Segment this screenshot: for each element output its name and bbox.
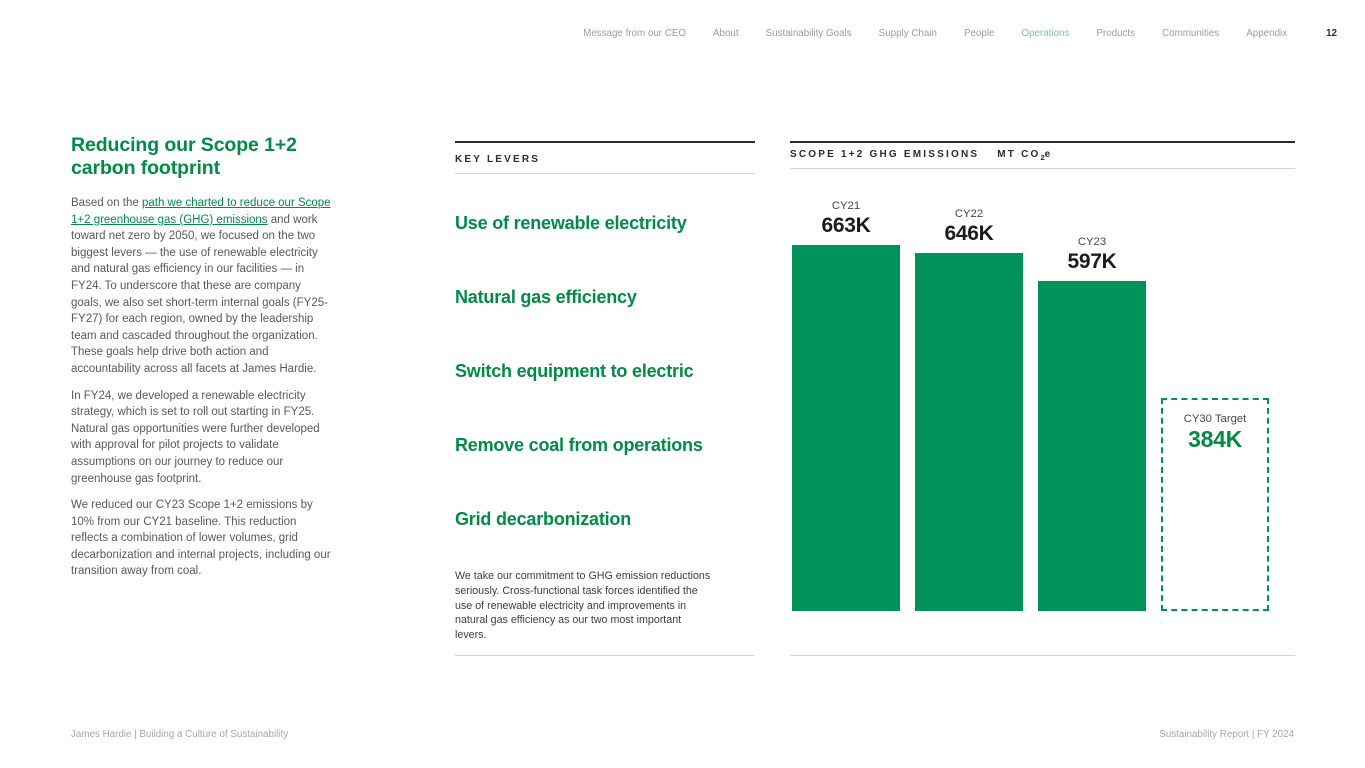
key-lever-item: Switch equipment to electric <box>455 361 694 381</box>
page-title: Reducing our Scope 1+2 carbon footprint <box>71 134 297 179</box>
key-levers-caption: We take our commitment to GHG emission reductions seriously. Cross-functional task forces identified the use of renewable electricity and improvements in natural gas efficiency as our two most important levers. <box>455 570 711 642</box>
bar-cy23 <box>1038 281 1146 611</box>
key-lever-item: Natural gas efficiency <box>455 287 637 307</box>
paragraph-1: Based on the path we charted to reduce our Scope 1+2 greenhouse gas (GHG) emissions and work toward net zero by 2050, we focused on the two biggest levers — the use of renewable electricity and natural gas efficiency in our facilities — in FY24. To underscore that these are company goals, we also set short-term internal goals (FY25-FY27) for each region, owned by the leadership team and cascaded throughout the organization. These goals help drive both action and accountability across all facets at James Hardie. <box>71 197 331 375</box>
nav-item-message-from-our-ceo[interactable]: Message from our CEO <box>583 28 686 39</box>
chart-title: SCOPE 1+2 GHG EMISSIONS <box>790 149 980 160</box>
key-lever-item: Grid decarbonization <box>455 509 632 529</box>
nav-item-appendix[interactable]: Appendix <box>1246 28 1288 39</box>
footer-right: Sustainability Report | FY 2024 <box>1159 729 1294 740</box>
key-levers-header-label: KEY LEVERS <box>455 154 541 165</box>
bar-value-label: 597K <box>1067 250 1117 273</box>
page-footer <box>71 729 1294 740</box>
chart-header <box>790 141 1295 169</box>
nav-item-operations[interactable]: Operations <box>1021 28 1070 39</box>
bar-cy21 <box>792 245 900 611</box>
key-lever-item: Use of renewable electricity <box>455 213 687 233</box>
nav-item-supply-chain[interactable]: Supply Chain <box>878 28 937 39</box>
article-column <box>71 134 334 590</box>
nav-item-communities[interactable]: Communities <box>1162 28 1220 39</box>
bar-value-label: 646K <box>944 222 994 245</box>
nav-item-people[interactable]: People <box>963 28 995 39</box>
top-nav <box>583 28 1337 39</box>
divider <box>790 655 1295 656</box>
chart-unit: MT $CO_2e$ <box>997 149 1053 162</box>
target-box <box>1161 398 1269 611</box>
nav-item-about[interactable]: About <box>713 28 739 39</box>
bar-value-label: 384K <box>1188 426 1242 452</box>
bar-category-label: CY30 Target <box>1183 413 1247 425</box>
bar-category-label: CY21 <box>831 200 861 212</box>
paragraph-2: In FY24, we developed a renewable electricity strategy, which is set to roll out starting in FY25. Natural gas opportunities were further developed with approval for pilot projects to validate assumptions on our journey to reduce our greenhouse gas footprint. <box>71 389 320 485</box>
divider <box>455 655 755 656</box>
ghg-emissions-link[interactable]: path we charted to reduce our Scope 1+2 greenhouse gas (GHG) emissions <box>71 197 331 226</box>
key-levers-list <box>455 213 755 530</box>
nav-items <box>583 28 1287 39</box>
page-number: 12 <box>1326 28 1337 39</box>
bar-column-cy22 <box>915 200 1023 611</box>
footer-left: James Hardie | Building a Culture of Sustainability <box>71 729 289 740</box>
key-levers-header <box>455 141 755 174</box>
nav-item-sustainability-goals[interactable]: Sustainability Goals <box>765 28 852 39</box>
article-body <box>71 195 334 580</box>
key-levers-column <box>455 141 755 656</box>
nav-item-products[interactable]: Products <box>1096 28 1136 39</box>
chart-column <box>790 141 1295 656</box>
bar-category-label: CY22 <box>954 208 984 220</box>
bar-category-label: CY23 <box>1077 236 1107 248</box>
bar-column-cy23 <box>1038 200 1146 611</box>
bar-value-label: 663K <box>821 214 871 237</box>
bar-cy22 <box>915 253 1023 611</box>
paragraph-3: We reduced our CY23 Scope 1+2 emissions by 10% from our CY21 baseline. This reduction reflects a combination of lower volumes, grid decarbonization and internal projects, including our transition away from coal. <box>71 499 331 578</box>
bar-column-cy21 <box>792 200 900 611</box>
key-lever-item: Remove coal from operations <box>455 435 703 455</box>
bar-chart <box>792 200 1269 611</box>
bar-column-cy30-target <box>1161 200 1269 611</box>
